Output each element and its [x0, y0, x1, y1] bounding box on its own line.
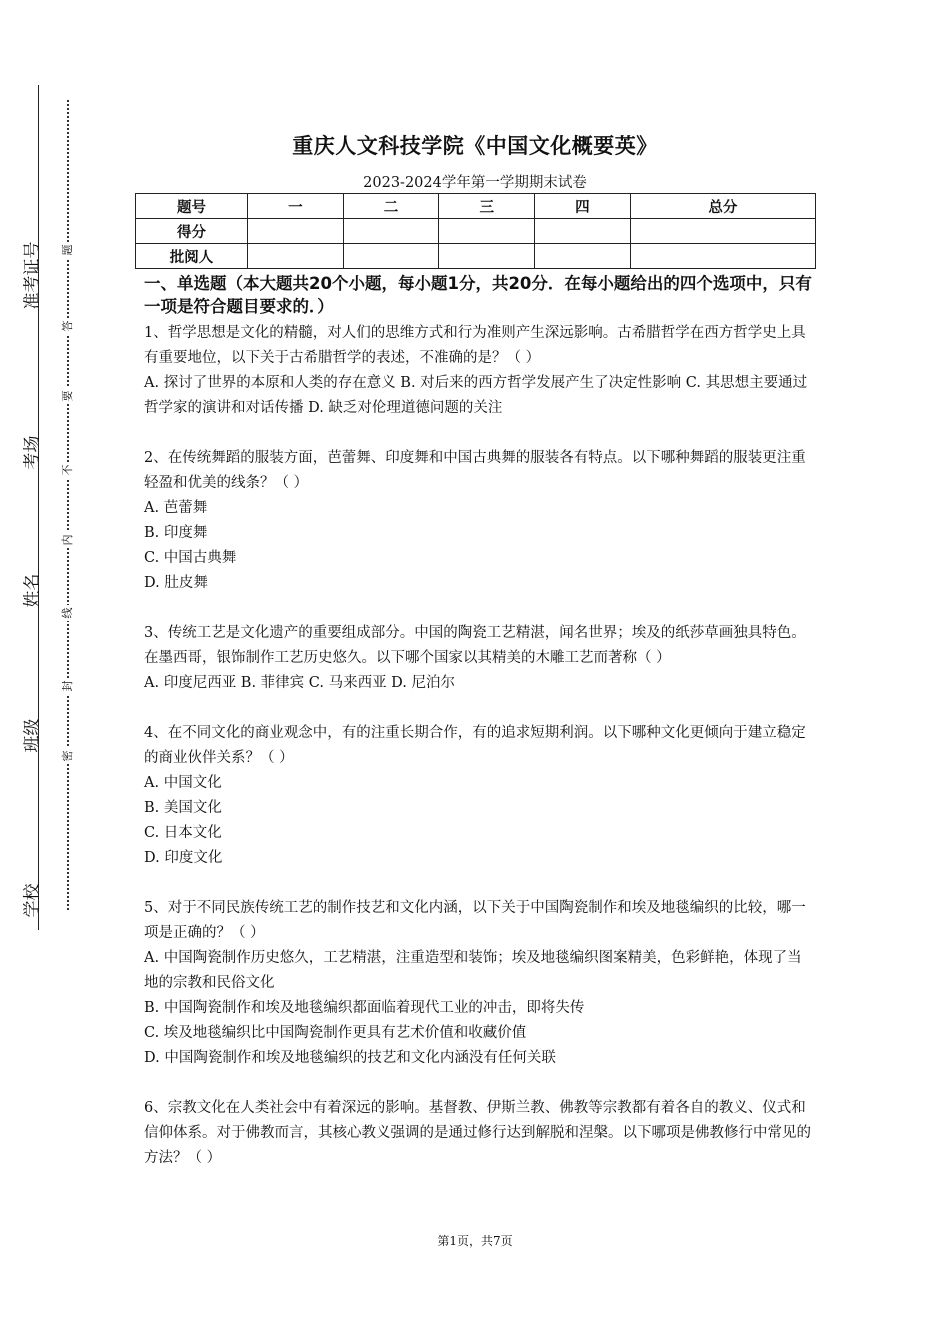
option-a: A. 中国陶瓷制作历史悠久，工艺精湛，注重造型和装饰；埃及地毯编织图案精美，色彩鲜艳，体现了当地的宗教和民俗文化	[144, 950, 802, 991]
exam-content	[144, 272, 812, 1171]
seal-char: 要	[60, 388, 76, 404]
grader-input-cell[interactable]	[439, 244, 535, 269]
score-input-cell[interactable]	[535, 219, 631, 244]
seal-char: 密	[60, 748, 76, 764]
option-b: B. 印度舞	[144, 525, 208, 541]
score-input-cell[interactable]	[343, 219, 439, 244]
field-ticket-number-label: 准考证号	[22, 241, 43, 310]
grader-input-cell[interactable]	[248, 244, 344, 269]
option-a: A. 中国文化	[144, 775, 222, 791]
grader-input-cell[interactable]	[535, 244, 631, 269]
seal-char: 答	[60, 318, 76, 334]
score-table-cell: 一	[248, 194, 344, 219]
option-c: C. 日本文化	[144, 825, 222, 841]
question-4	[144, 721, 812, 871]
binding-line	[38, 85, 39, 930]
question-text: 5、对于不同民族传统工艺的制作技艺和文化内涵，以下关于中国陶瓷制作和埃及地毯编织的比较，哪一项是正确的？（ ）	[144, 900, 806, 941]
score-table-row-label: 批阅人	[136, 244, 248, 269]
question-6	[144, 1096, 812, 1171]
question-text: 6、宗教文化在人类社会中有着深远的影响。基督教、伊斯兰教、佛教等宗教都有着各自的教义、仪式和信仰体系。对于佛教而言，其核心教义强调的是通过修行达到解脱和涅槃。以下哪项是佛教修行中常见的方法？（ ）	[144, 1100, 811, 1166]
question-options: A. 印度尼西亚 B. 菲律宾 C. 马来西亚 D. 尼泊尔	[144, 675, 456, 691]
option-d: D. 印度文化	[144, 850, 223, 866]
option-b: B. 美国文化	[144, 800, 222, 816]
seal-char: 封	[60, 678, 76, 694]
question-text: 1、哲学思想是文化的精髓，对人们的思维方式和行为准则产生深远影响。古希腊哲学在西方哲学史上具有重要地位，以下关于古希腊哲学的表述，不准确的是？（ ）	[144, 325, 806, 366]
field-name-label: 姓名	[22, 573, 43, 608]
section-heading: 一、单选题（本大题共20个小题，每小题1分，共20分．在每小题给出的四个选项中，只有一项是符合题目要求的．）	[144, 274, 812, 316]
score-input-cell[interactable]	[439, 219, 535, 244]
seal-char: 不	[60, 462, 76, 478]
exam-title: 重庆人文科技学院《中国文化概要英》	[292, 134, 658, 158]
option-c: C. 中国古典舞	[144, 550, 237, 566]
score-table-row-label: 得分	[136, 219, 248, 244]
grader-input-cell[interactable]	[343, 244, 439, 269]
binding-margin	[0, 0, 120, 1344]
score-table-cell: 二	[343, 194, 439, 219]
option-c: C. 埃及地毯编织比中国陶瓷制作更具有艺术价值和收藏价值	[144, 1025, 527, 1041]
option-d: D. 中国陶瓷制作和埃及地毯编织的技艺和文化内涵没有任何关联	[144, 1050, 556, 1066]
question-text: 3、传统工艺是文化遗产的重要组成部分。中国的陶瓷工艺精湛，闻名世界；埃及的纸莎草画独具特色。在墨西哥，银饰制作工艺历史悠久。以下哪个国家以其精美的木雕工艺而著称（ ）	[144, 625, 806, 666]
question-text: 2、在传统舞蹈的服装方面，芭蕾舞、印度舞和中国古典舞的服装各有特点。以下哪种舞蹈的服装更注重轻盈和优美的线条？（ ）	[144, 450, 806, 491]
score-table-cell: 总分	[630, 194, 815, 219]
question-2	[144, 446, 812, 596]
field-exam-room-label: 考场	[22, 435, 43, 470]
question-options: A. 探讨了世界的本原和人类的存在意义 B. 对后来的西方哲学发展产生了决定性影响 C. 其思想主要通过哲学家的演讲和对话传播 D. 缺乏对伦理道德问题的关注	[144, 375, 808, 416]
option-a: A. 芭蕾舞	[144, 500, 208, 516]
score-table-header-row	[136, 194, 816, 219]
grader-input-cell[interactable]	[630, 244, 815, 269]
question-text: 4、在不同文化的商业观念中，有的注重长期合作，有的追求短期利润。以下哪种文化更倾向于建立稳定的商业伙伴关系？（ ）	[144, 725, 806, 766]
score-table-cell: 四	[535, 194, 631, 219]
seal-char: 题	[60, 242, 76, 258]
score-table-row	[136, 219, 816, 244]
seal-dotted-line	[67, 100, 69, 910]
seal-char: 内	[60, 532, 76, 548]
seal-char: 线	[60, 605, 76, 621]
score-table	[135, 193, 816, 269]
question-3	[144, 621, 812, 696]
field-school-label: 学校	[22, 883, 43, 918]
score-table-cell: 题号	[136, 194, 248, 219]
option-d: D. 肚皮舞	[144, 575, 208, 591]
score-table-cell: 三	[439, 194, 535, 219]
option-b: B. 中国陶瓷制作和埃及地毯编织都面临着现代工业的冲击，即将失传	[144, 1000, 585, 1016]
exam-subtitle: 2023-2024学年第一学期期末试卷	[363, 175, 587, 191]
page-footer: 第1页，共7页	[437, 1234, 513, 1248]
score-table-row	[136, 244, 816, 269]
question-5	[144, 896, 812, 1071]
score-input-cell[interactable]	[630, 219, 815, 244]
score-input-cell[interactable]	[248, 219, 344, 244]
question-1	[144, 321, 812, 421]
field-class-label: 班级	[22, 718, 43, 753]
